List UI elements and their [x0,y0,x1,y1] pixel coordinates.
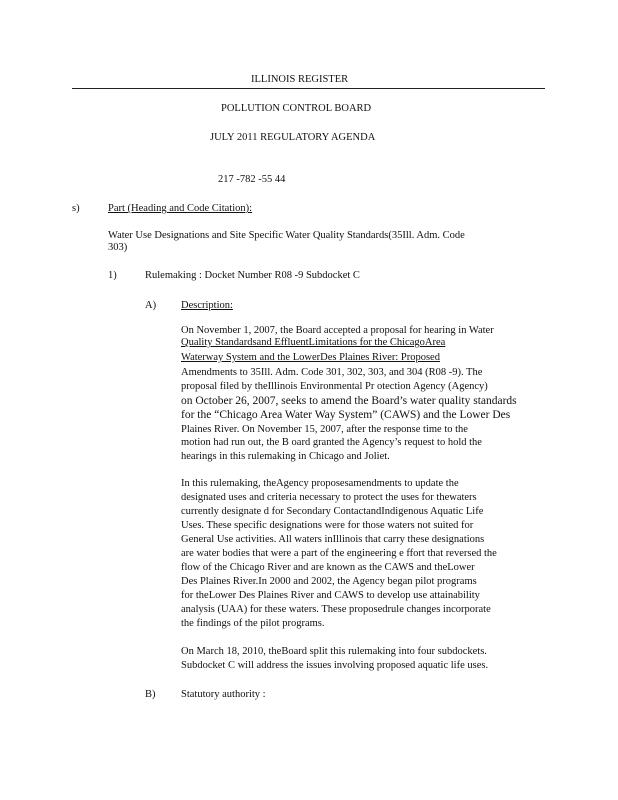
paragraph-line: Subdocket C will address the issues involving proposed aquatic life uses. [181,660,489,671]
paragraph-line: currently designate d for Secondary ContactandIndigenous Aquatic Life [181,506,484,517]
subsection-letter: A) [145,300,157,311]
paragraph-line: On November 1, 2007, the Board accepted a proposal for hearing in Water [181,325,494,336]
paragraph-line: In this rulemaking, theAgency proposesamendments to update the [181,478,459,489]
paragraph-line: Plaines River. On November 15, 2007, after the response time to the [181,424,468,435]
designation-line: Water Use Designations and Site Specific Water Quality Standards(35Ill. Adm. Code [108,230,465,241]
paragraph-line: designated uses and criteria necessary to protect the uses for thewaters [181,492,477,503]
paragraph-line: On March 18, 2010, theBoard split this rulemaking into four subdockets. [181,646,487,657]
paragraph-line: the findings of the pilot programs. [181,618,325,629]
paragraph-line: Uses. These specific designations were for those waters not suited for [181,520,474,531]
description-label: Description: [181,300,233,311]
rulemaking-line: Rulemaking : Docket Number R08 -9 Subdocket C [145,270,360,281]
designation-line: 303) [108,242,128,253]
statutory-authority-label: Statutory authority : [181,689,266,700]
paragraph-line: for theLower Des Plaines River and CAWS to develop use attainability [181,590,480,601]
item-number: 1) [108,270,117,281]
register-title: ILLINOIS REGISTER [251,74,349,85]
paragraph-line: are water bodies that were a part of the engineering e ffort that reversed the [181,548,497,559]
subsection-letter: B) [145,689,156,700]
phone-number: 217 -782 -55 44 [218,174,286,185]
paragraph-line: analysis (UAA) for these waters. These proposedrule changes incorporate [181,604,491,615]
header-rule [72,88,545,89]
paragraph-line: motion had run out, the B oard granted the Agency’s request to hold the [181,437,482,448]
part-heading: Part (Heading and Code Citation): [108,203,253,214]
paragraph-line: proposal filed by theIllinois Environmental Pr otection Agency (Agency) [181,381,488,392]
paragraph-line: hearings in this rulemaking in Chicago and Joliet. [181,451,390,462]
paragraph-line: General Use activities. All waters inIllinois that carry these designations [181,534,485,545]
paragraph-line: for the “Chicago Area Water Way System” (CAWS) and the Lower Des [181,409,511,421]
paragraph-line: flow of the Chicago River and are known as the CAWS and theLower [181,562,475,573]
paragraph-line: Quality Standardsand EffluentLimitations for the ChicagoArea [181,337,446,348]
agenda-title: JULY 2011 REGULATORY AGENDA [210,132,376,143]
board-title: POLLUTION CONTROL BOARD [221,103,372,114]
paragraph-line: on October 26, 2007, seeks to amend the Board’s water quality standards [181,395,517,407]
paragraph-line: Des Plaines River.In 2000 and 2002, the Agency began pilot programs [181,576,477,587]
paragraph-line: Waterway System and the LowerDes Plaines River: Proposed [181,352,440,363]
paragraph-line: Amendments to 35Ill. Adm. Code 301, 302, 303, and 304 (R08 -9). The [181,367,483,378]
section-letter: s) [72,203,80,214]
